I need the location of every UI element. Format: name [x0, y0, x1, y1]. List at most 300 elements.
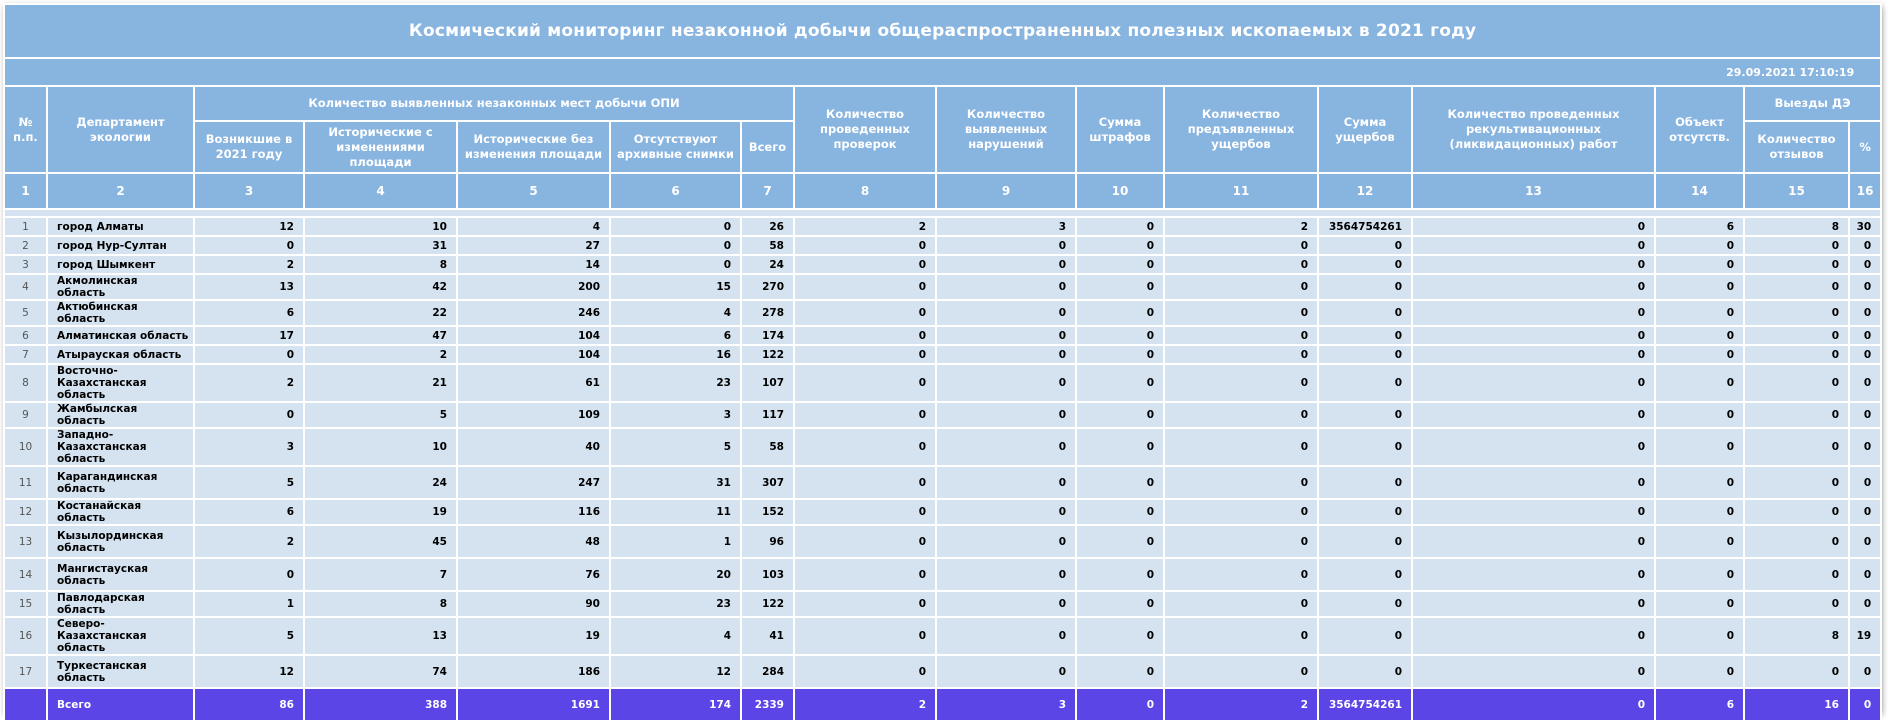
row-value: 0	[1655, 274, 1744, 300]
row-value: 5	[194, 617, 304, 655]
table-row	[4, 326, 1881, 345]
row-value: 0	[794, 326, 936, 345]
row-value: 2	[304, 345, 457, 364]
row-value: 13	[194, 274, 304, 300]
row-value: 109	[457, 402, 610, 428]
row-value: 0	[1849, 274, 1881, 300]
row-index: 2	[4, 236, 47, 255]
row-index: 13	[4, 525, 47, 558]
row-department: Северо-Казахстанская область	[47, 617, 194, 655]
row-value: 23	[610, 591, 741, 617]
row-value: 0	[1655, 364, 1744, 402]
row-value: 76	[457, 558, 610, 591]
row-value: 6	[194, 499, 304, 525]
row-value: 186	[457, 655, 610, 688]
row-value: 1	[194, 591, 304, 617]
row-value: 0	[794, 274, 936, 300]
row-value: 0	[1849, 466, 1881, 499]
row-value: 0	[1318, 591, 1412, 617]
row-value: 0	[1318, 617, 1412, 655]
table-row	[4, 558, 1881, 591]
row-value: 19	[457, 617, 610, 655]
row-department: Жамбылская область	[47, 402, 194, 428]
row-value: 0	[1744, 345, 1849, 364]
row-index: 5	[4, 300, 47, 326]
row-value: 17	[194, 326, 304, 345]
row-value: 0	[1412, 655, 1655, 688]
total-value: 0	[1849, 688, 1881, 721]
row-value: 74	[304, 655, 457, 688]
row-value: 0	[936, 655, 1076, 688]
row-value: 0	[1164, 655, 1318, 688]
row-value: 27	[457, 236, 610, 255]
row-value: 0	[1076, 217, 1164, 236]
row-department: Павлодарская область	[47, 591, 194, 617]
row-index: 15	[4, 591, 47, 617]
column-number: 15	[1744, 173, 1849, 209]
column-number: 13	[1412, 173, 1655, 209]
row-value: 0	[1744, 364, 1849, 402]
row-value: 0	[1076, 466, 1164, 499]
row-value: 0	[936, 345, 1076, 364]
column-number: 12	[1318, 173, 1412, 209]
row-value: 0	[1318, 300, 1412, 326]
row-value: 6	[1655, 217, 1744, 236]
row-value: 0	[1744, 236, 1849, 255]
row-value: 0	[1318, 655, 1412, 688]
row-value: 0	[1849, 364, 1881, 402]
row-value: 0	[1076, 402, 1164, 428]
row-value: 8	[304, 255, 457, 274]
row-value: 0	[1849, 428, 1881, 466]
header-sub-hist-nochange: Исторические без изменения площади	[457, 121, 610, 173]
row-value: 104	[457, 345, 610, 364]
row-value: 2	[194, 255, 304, 274]
total-row	[4, 688, 1881, 721]
row-value: 0	[1318, 402, 1412, 428]
row-department: Мангистауская область	[47, 558, 194, 591]
header-inspections: Количество проведенных проверок	[794, 86, 936, 173]
header-sub-reviews: Количество отзывов	[1744, 121, 1849, 173]
row-value: 0	[1164, 255, 1318, 274]
row-value: 0	[1849, 655, 1881, 688]
row-value: 3564754261	[1318, 217, 1412, 236]
row-value: 0	[1655, 499, 1744, 525]
row-value: 0	[936, 402, 1076, 428]
row-value: 45	[304, 525, 457, 558]
row-value: 0	[936, 466, 1076, 499]
header-sub-total: Всего	[741, 121, 794, 173]
table-row	[4, 655, 1881, 688]
row-value: 0	[1655, 655, 1744, 688]
row-value: 284	[741, 655, 794, 688]
row-value: 58	[741, 236, 794, 255]
header-dept: Департамент экологии	[47, 86, 194, 173]
total-value: 16	[1744, 688, 1849, 721]
row-value: 0	[194, 402, 304, 428]
table-row	[4, 617, 1881, 655]
header-recultivation: Количество проведенных рекультивационных (ликвидационных) работ	[1412, 86, 1655, 173]
row-value: 0	[1076, 255, 1164, 274]
row-value: 0	[1076, 655, 1164, 688]
row-value: 0	[1164, 236, 1318, 255]
row-value: 0	[794, 499, 936, 525]
row-value: 4	[610, 617, 741, 655]
row-index: 17	[4, 655, 47, 688]
row-value: 0	[1744, 558, 1849, 591]
row-value: 0	[794, 617, 936, 655]
row-value: 0	[1318, 274, 1412, 300]
row-value: 0	[1076, 525, 1164, 558]
column-number: 2	[47, 173, 194, 209]
row-department: Костанайская область	[47, 499, 194, 525]
row-department: Туркестанская область	[47, 655, 194, 688]
row-value: 122	[741, 591, 794, 617]
row-value: 0	[1849, 558, 1881, 591]
row-value: 0	[1412, 255, 1655, 274]
row-value: 0	[610, 236, 741, 255]
row-value: 6	[194, 300, 304, 326]
header-sub-new: Возникшие в 2021 году	[194, 121, 304, 173]
row-value: 8	[304, 591, 457, 617]
row-value: 19	[1849, 617, 1881, 655]
row-value: 47	[304, 326, 457, 345]
row-value: 0	[1164, 300, 1318, 326]
column-number: 14	[1655, 173, 1744, 209]
row-value: 0	[1655, 617, 1744, 655]
row-value: 3	[936, 217, 1076, 236]
row-value: 200	[457, 274, 610, 300]
row-value: 0	[936, 591, 1076, 617]
row-value: 10	[304, 428, 457, 466]
header-fines: Сумма штрафов	[1076, 86, 1164, 173]
row-value: 103	[741, 558, 794, 591]
row-value: 0	[1076, 236, 1164, 255]
row-index: 4	[4, 274, 47, 300]
row-value: 0	[1164, 402, 1318, 428]
row-value: 0	[1318, 499, 1412, 525]
row-department: город Нур-Султан	[47, 236, 194, 255]
row-value: 0	[1318, 428, 1412, 466]
row-value: 13	[304, 617, 457, 655]
header-sub-no-archive: Отсутствуют архивные снимки	[610, 121, 741, 173]
row-value: 0	[1164, 326, 1318, 345]
row-value: 0	[1318, 255, 1412, 274]
row-value: 0	[1744, 255, 1849, 274]
column-number: 11	[1164, 173, 1318, 209]
row-value: 0	[1318, 326, 1412, 345]
row-value: 0	[1412, 591, 1655, 617]
row-value: 30	[1849, 217, 1881, 236]
row-value: 0	[936, 364, 1076, 402]
row-value: 0	[1849, 591, 1881, 617]
table-row	[4, 217, 1881, 236]
row-value: 0	[1744, 300, 1849, 326]
header-num: № п.п.	[4, 86, 47, 173]
row-value: 0	[1655, 255, 1744, 274]
row-value: 0	[794, 558, 936, 591]
row-value: 0	[1318, 525, 1412, 558]
row-value: 0	[936, 525, 1076, 558]
row-value: 0	[1744, 402, 1849, 428]
row-value: 0	[794, 300, 936, 326]
row-value: 0	[1164, 499, 1318, 525]
row-value: 0	[1164, 525, 1318, 558]
row-value: 0	[794, 364, 936, 402]
row-value: 0	[1076, 617, 1164, 655]
row-index: 16	[4, 617, 47, 655]
column-number: 10	[1076, 173, 1164, 209]
report-frame	[3, 3, 1880, 712]
row-department: Акмолинская область	[47, 274, 194, 300]
row-value: 0	[794, 402, 936, 428]
row-value: 0	[1412, 236, 1655, 255]
row-value: 0	[1412, 525, 1655, 558]
row-value: 0	[1744, 428, 1849, 466]
row-value: 247	[457, 466, 610, 499]
row-value: 0	[1412, 402, 1655, 428]
row-value: 4	[610, 300, 741, 326]
total-index	[4, 688, 47, 721]
row-value: 0	[1849, 300, 1881, 326]
row-value: 0	[1849, 525, 1881, 558]
row-value: 96	[741, 525, 794, 558]
row-value: 0	[1412, 364, 1655, 402]
row-value: 26	[741, 217, 794, 236]
row-value: 0	[936, 274, 1076, 300]
total-value: 86	[194, 688, 304, 721]
table-row	[4, 236, 1881, 255]
row-department: город Шымкент	[47, 255, 194, 274]
row-value: 19	[304, 499, 457, 525]
header-object-absent: Объект отсутств.	[1655, 86, 1744, 173]
table-row	[4, 345, 1881, 364]
row-value: 24	[304, 466, 457, 499]
row-value: 0	[1076, 499, 1164, 525]
row-value: 90	[457, 591, 610, 617]
row-value: 0	[794, 466, 936, 499]
row-value: 12	[610, 655, 741, 688]
row-value: 0	[794, 428, 936, 466]
row-value: 0	[1655, 326, 1744, 345]
column-number: 4	[304, 173, 457, 209]
row-value: 0	[1744, 326, 1849, 345]
row-value: 2	[794, 217, 936, 236]
total-value: 388	[304, 688, 457, 721]
row-department: Восточно-Казахстанская область	[47, 364, 194, 402]
row-value: 0	[1655, 428, 1744, 466]
row-value: 31	[610, 466, 741, 499]
row-value: 4	[457, 217, 610, 236]
row-value: 0	[936, 499, 1076, 525]
row-value: 12	[194, 217, 304, 236]
table-row	[4, 525, 1881, 558]
row-value: 0	[1655, 300, 1744, 326]
row-value: 1	[610, 525, 741, 558]
row-value: 23	[610, 364, 741, 402]
row-value: 0	[936, 300, 1076, 326]
row-value: 0	[1412, 326, 1655, 345]
row-value: 0	[1744, 274, 1849, 300]
header-group-opi: Количество выявленных незаконных мест добычи ОПИ	[194, 86, 794, 121]
row-value: 10	[304, 217, 457, 236]
row-value: 0	[1849, 499, 1881, 525]
total-value: 3564754261	[1318, 688, 1412, 721]
row-value: 5	[304, 402, 457, 428]
spacer-row	[4, 209, 1881, 217]
row-value: 0	[936, 326, 1076, 345]
table-row	[4, 591, 1881, 617]
row-index: 10	[4, 428, 47, 466]
row-value: 0	[1412, 499, 1655, 525]
row-department: город Алматы	[47, 217, 194, 236]
row-index: 12	[4, 499, 47, 525]
row-value: 22	[304, 300, 457, 326]
row-value: 0	[794, 655, 936, 688]
row-value: 0	[1412, 345, 1655, 364]
total-value: 6	[1655, 688, 1744, 721]
row-value: 0	[1076, 591, 1164, 617]
row-value: 104	[457, 326, 610, 345]
header-damages-count: Количество предъявленных ущербов	[1164, 86, 1318, 173]
row-department: Алматинская область	[47, 326, 194, 345]
row-value: 8	[1744, 217, 1849, 236]
row-index: 14	[4, 558, 47, 591]
table-row	[4, 274, 1881, 300]
row-value: 0	[1318, 236, 1412, 255]
row-value: 0	[794, 345, 936, 364]
row-value: 7	[304, 558, 457, 591]
row-value: 11	[610, 499, 741, 525]
row-value: 2	[1164, 217, 1318, 236]
row-value: 0	[1164, 345, 1318, 364]
row-value: 0	[1655, 466, 1744, 499]
row-value: 0	[1318, 558, 1412, 591]
row-department: Атырауская область	[47, 345, 194, 364]
column-number: 1	[4, 173, 47, 209]
total-value: 0	[1412, 688, 1655, 721]
row-value: 42	[304, 274, 457, 300]
row-value: 122	[741, 345, 794, 364]
row-value: 2	[194, 525, 304, 558]
header-sub-hist-change: Исторические с изменениями площади	[304, 121, 457, 173]
table-row	[4, 402, 1881, 428]
row-value: 0	[1318, 345, 1412, 364]
row-value: 0	[1744, 466, 1849, 499]
total-value: 3	[936, 688, 1076, 721]
row-value: 0	[1744, 499, 1849, 525]
row-value: 152	[741, 499, 794, 525]
row-department: Кызылординская область	[47, 525, 194, 558]
column-number: 9	[936, 173, 1076, 209]
row-value: 0	[194, 345, 304, 364]
row-value: 0	[1655, 591, 1744, 617]
row-value: 0	[1076, 274, 1164, 300]
row-value: 0	[794, 525, 936, 558]
column-number: 3	[194, 173, 304, 209]
row-value: 0	[610, 217, 741, 236]
row-value: 41	[741, 617, 794, 655]
row-value: 0	[1655, 525, 1744, 558]
header-group-trips: Выезды ДЭ	[1744, 86, 1881, 121]
total-value: 174	[610, 688, 741, 721]
column-number: 7	[741, 173, 794, 209]
row-value: 24	[741, 255, 794, 274]
row-value: 0	[794, 255, 936, 274]
row-value: 5	[610, 428, 741, 466]
row-value: 0	[936, 428, 1076, 466]
column-number: 8	[794, 173, 936, 209]
row-index: 8	[4, 364, 47, 402]
row-value: 0	[1655, 345, 1744, 364]
row-value: 2	[194, 364, 304, 402]
row-index: 6	[4, 326, 47, 345]
row-value: 174	[741, 326, 794, 345]
row-value: 0	[1164, 364, 1318, 402]
total-value: 1691	[457, 688, 610, 721]
row-value: 0	[936, 558, 1076, 591]
row-value: 48	[457, 525, 610, 558]
row-value: 0	[1412, 466, 1655, 499]
row-value: 0	[1412, 428, 1655, 466]
row-value: 12	[194, 655, 304, 688]
header-damages-sum: Сумма ущербов	[1318, 86, 1412, 173]
row-value: 5	[194, 466, 304, 499]
row-value: 0	[1849, 402, 1881, 428]
row-value: 16	[610, 345, 741, 364]
row-value: 0	[1076, 326, 1164, 345]
row-value: 20	[610, 558, 741, 591]
table-row	[4, 364, 1881, 402]
row-value: 0	[1164, 617, 1318, 655]
row-value: 0	[610, 255, 741, 274]
table-row	[4, 428, 1881, 466]
row-value: 8	[1744, 617, 1849, 655]
row-department: Западно-Казахстанская область	[47, 428, 194, 466]
row-value: 31	[304, 236, 457, 255]
row-value: 246	[457, 300, 610, 326]
row-value: 0	[1164, 558, 1318, 591]
row-value: 0	[1412, 617, 1655, 655]
row-index: 7	[4, 345, 47, 364]
row-value: 0	[1164, 466, 1318, 499]
row-value: 0	[1849, 236, 1881, 255]
total-value: 2339	[741, 688, 794, 721]
row-value: 0	[1164, 428, 1318, 466]
row-value: 117	[741, 402, 794, 428]
row-value: 0	[194, 558, 304, 591]
total-label: Всего	[47, 688, 194, 721]
row-value: 40	[457, 428, 610, 466]
row-value: 0	[794, 591, 936, 617]
row-value: 0	[1076, 300, 1164, 326]
row-value: 107	[741, 364, 794, 402]
row-index: 3	[4, 255, 47, 274]
row-value: 58	[741, 428, 794, 466]
row-value: 270	[741, 274, 794, 300]
row-value: 0	[1318, 466, 1412, 499]
header-sub-percent: %	[1849, 121, 1881, 173]
row-department: Актюбинская область	[47, 300, 194, 326]
row-value: 278	[741, 300, 794, 326]
table-row	[4, 499, 1881, 525]
column-number: 5	[457, 173, 610, 209]
row-value: 0	[936, 255, 1076, 274]
row-value: 0	[1412, 558, 1655, 591]
row-value: 0	[1076, 428, 1164, 466]
row-value: 0	[936, 236, 1076, 255]
row-value: 0	[1655, 558, 1744, 591]
